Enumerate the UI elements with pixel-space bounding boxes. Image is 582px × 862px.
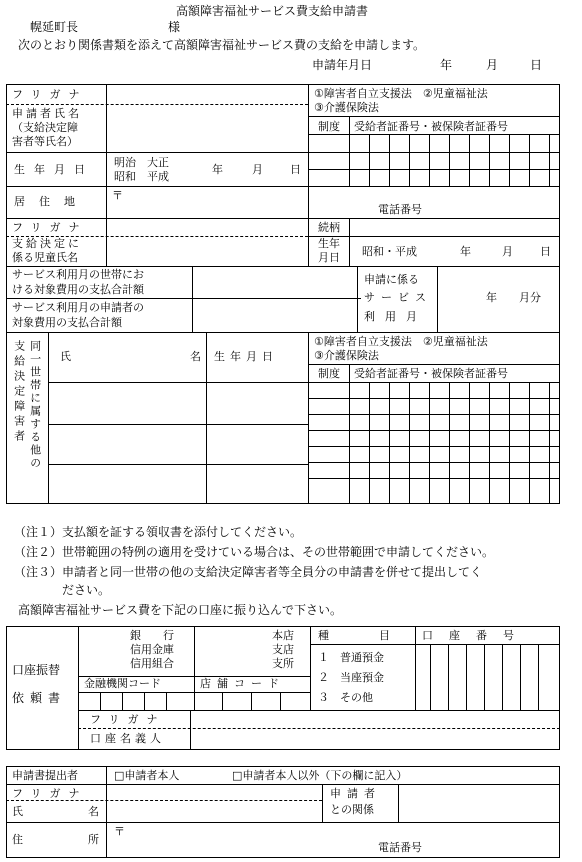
child-birth-month: 月	[502, 245, 513, 258]
child-birth-year: 年	[460, 245, 471, 258]
submitter-label: 申請書提出者	[12, 769, 78, 782]
others-system-label: 制度	[318, 367, 340, 380]
shiten-label: 支店	[272, 643, 294, 656]
date-year: 年	[440, 58, 453, 72]
birth-day: 日	[290, 163, 301, 176]
applicant-cert-label: 受給者証番号・被保険者証番号	[354, 120, 508, 133]
account-number-label: 口座番号	[422, 629, 530, 642]
applicant-name-sub2: 害者等氏名）	[12, 135, 78, 148]
household-cost-line2: ける対象費用の支払合計額	[12, 283, 144, 296]
applicant-cost-line1: サービス利用月の申請者の	[12, 301, 144, 314]
applicant-law1: ①障害者自立支援法 ②児童福祉法	[314, 87, 488, 100]
note-1: （注１）支払額を証する領収書を添付してください。	[14, 525, 303, 539]
others-name-col2: 名	[190, 350, 201, 363]
submitter-name-label2: 名	[88, 805, 99, 818]
others-vertical-label-b: 支給決定障害者	[12, 340, 26, 445]
account-type-2: ２ 当座預金	[318, 671, 384, 684]
address-postal: 〒	[112, 189, 123, 202]
date-month: 月	[486, 58, 499, 72]
submitter-address-label: 住	[12, 833, 23, 846]
honorific: 様	[168, 20, 181, 34]
applicant-furigana-label: フリガナ	[12, 88, 88, 101]
applicant-name-label: 申請者氏名	[12, 107, 82, 120]
kumiai-label: 信用組合	[130, 657, 174, 670]
kinko-label: 信用金庫	[130, 643, 174, 656]
child-name-line2: 係る児童氏名	[12, 251, 78, 264]
submitter-option-self[interactable]: □申請者本人	[114, 769, 180, 782]
note-3: （注３）申請者と同一世帯の他の支給決定障害者等全員分の申請書を併せて提出してく	[14, 565, 483, 579]
form-title: 高額障害福祉サービス費支給申請書	[176, 4, 369, 18]
service-year-month: 年 月分	[486, 291, 541, 304]
others-law1: ①障害者自立支援法 ②児童福祉法	[314, 335, 488, 348]
account-type-1: １ 普通預金	[318, 651, 384, 664]
era-line2: 昭和 平成	[114, 170, 169, 183]
branch-code-label: 店舗コード	[200, 677, 285, 690]
birth-month: 月	[252, 163, 263, 176]
bank-intro: 高額障害福祉サービス費を下記の口座に振り込んで下さい。	[18, 603, 343, 617]
bank-label: 銀行	[130, 629, 196, 642]
address-phone: 電話番号	[378, 203, 422, 216]
child-birth-label-b: 月日	[318, 251, 340, 264]
child-name-line1: 支給決定に	[12, 237, 82, 250]
service-month-line3: 利用月	[364, 310, 427, 323]
intro-text: 次のとおり関係書類を添えて高額障害福祉サービス費の支給を申請します。	[18, 38, 426, 52]
application-date-label: 申請年月日	[312, 58, 373, 72]
others-name-col: 氏	[60, 350, 71, 363]
child-birth-day: 日	[540, 245, 551, 258]
submitter-furigana-label: フリガナ	[12, 787, 88, 800]
applicant-law2: ③介護保険法	[314, 101, 379, 114]
holder-name-label: 口座名義人	[90, 732, 165, 745]
others-birth-col: 生年月日	[214, 350, 278, 363]
service-month-line2: サービス	[364, 291, 432, 304]
birth-year: 年	[212, 163, 223, 176]
applicant-cost-line2: 対象費用の支払合計額	[12, 316, 122, 329]
service-month-line1: 申請に係る	[364, 273, 419, 286]
shisho-label: 支所	[272, 657, 294, 670]
addressee: 幌延町長	[30, 20, 79, 34]
others-cert-label: 受給者証番号・被保険者証番号	[354, 367, 508, 380]
account-type-3: ３ その他	[318, 691, 373, 704]
note-2: （注２）世帯範囲の特例の適用を受けている場合は、その世帯範囲で申請してください。	[14, 545, 495, 559]
holder-furigana-label: フリガナ	[90, 713, 166, 726]
submitter-relation-line2: との関係	[330, 803, 374, 816]
applicant-name-sub1: （支給決定障	[12, 121, 78, 134]
submitter-relation-line1: 申請者	[330, 787, 381, 800]
note-3-cont: ださい。	[62, 583, 111, 597]
submitter-option-other[interactable]: □申請者本人以外（下の欄に記入）	[232, 769, 408, 782]
child-relation-label: 続柄	[318, 221, 340, 234]
child-era: 昭和・平成	[362, 245, 417, 258]
era-line1: 明治 大正	[114, 156, 169, 169]
birthdate-label: 生年月日	[14, 163, 94, 176]
child-furigana-label: フリガナ	[12, 221, 88, 234]
submitter-name-label: 氏	[12, 805, 23, 818]
honten-label: 本店	[272, 629, 294, 642]
account-kind-label: 種目	[318, 629, 440, 642]
bank-code-label: 金融機関コード	[84, 677, 161, 690]
address-label: 居住地	[14, 195, 89, 208]
bank-transfer-line1: 口座振替	[12, 663, 61, 677]
others-vertical-label-a: 同一世帯に属する他の	[28, 340, 42, 470]
others-law2: ③介護保険法	[314, 349, 379, 362]
submitter-postal: 〒	[114, 825, 125, 838]
child-birth-label-a: 生年	[318, 237, 340, 250]
submitter-address-label2: 所	[88, 833, 99, 846]
submitter-phone: 電話番号	[378, 841, 422, 854]
date-day: 日	[530, 58, 543, 72]
applicant-system-label: 制度	[318, 120, 340, 133]
household-cost-line1: サービス利用月の世帯にお	[12, 268, 144, 281]
bank-transfer-line2: 依頼書	[12, 691, 67, 705]
